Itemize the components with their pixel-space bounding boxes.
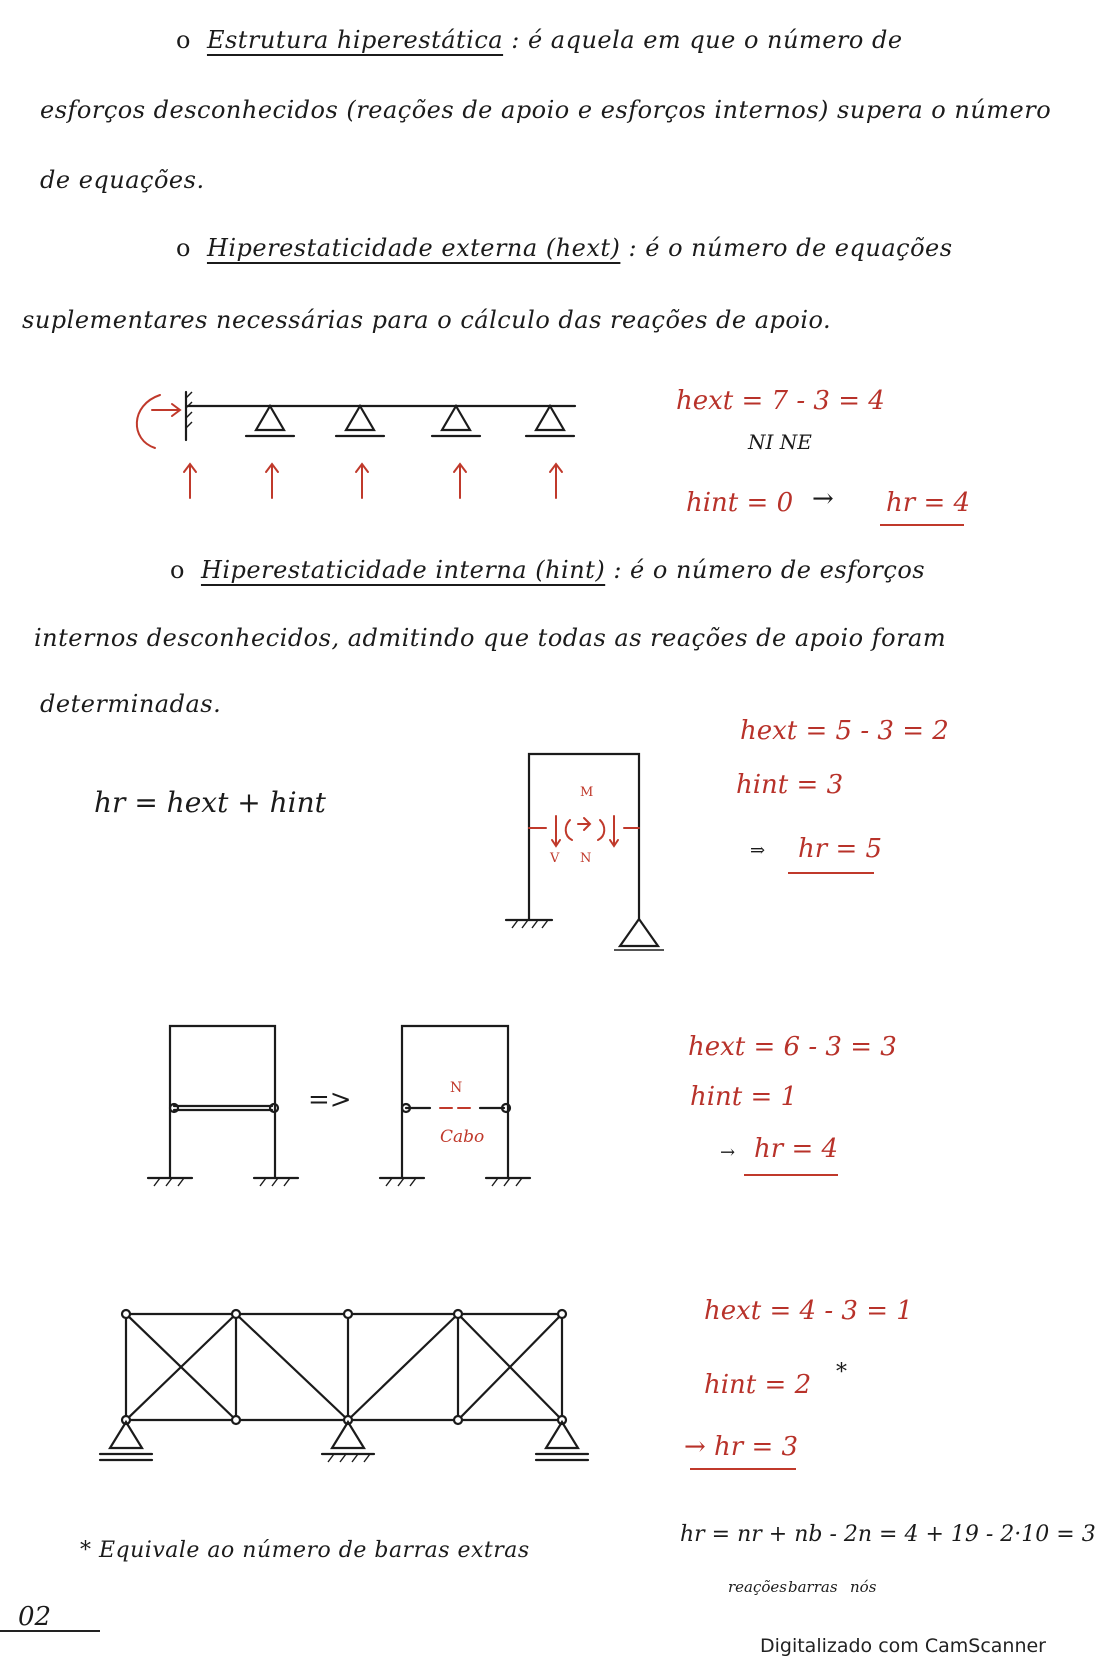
label-n: N (450, 1080, 463, 1096)
definition-hyperstatic-line2: esforços desconhecidos (reações de apoio e esforços internos) supera o número (40, 96, 1052, 124)
example1-arrow: → (812, 484, 834, 514)
moment-arrow (137, 395, 160, 448)
example2-hint: hint = 3 (736, 770, 844, 800)
pin-support (246, 406, 574, 436)
definition-text: : é aquela em que o número de (511, 26, 903, 54)
underline (690, 1468, 796, 1470)
definition-text: : é o número de esforços (613, 556, 926, 584)
truss-members (126, 1314, 562, 1420)
scanner-footer: Digitalizado com CamScanner (759, 1635, 1046, 1657)
bullet: o (176, 26, 191, 54)
page-number: 02 (18, 1602, 52, 1632)
cable-label: Cabo (440, 1127, 485, 1147)
definition-hyperstatic-line3: de equações. (40, 166, 205, 194)
example1-hr: hr = 4 (886, 488, 971, 518)
subscript-nodes: nós (850, 1578, 877, 1596)
definition-hyperstatic-line1 (176, 26, 903, 54)
truss-diagram (96, 1300, 616, 1480)
definition-internal-line1 (170, 556, 925, 584)
example2-hext: hext = 5 - 3 = 2 (740, 716, 949, 746)
bullet: o (176, 234, 191, 262)
continuous-beam-diagram (120, 380, 600, 510)
example4-hint: hint = 2 (704, 1370, 812, 1400)
example4-hr: → hr = 3 (684, 1432, 799, 1462)
underline (788, 872, 874, 874)
underline (880, 524, 964, 526)
definition-internal-line3: determinadas. (40, 690, 222, 718)
reaction-arrows (184, 464, 562, 498)
frame-with-cable-diagram (140, 1018, 540, 1198)
reaction-arrow (152, 404, 180, 416)
label-n: N (580, 851, 592, 866)
example3-hr: hr = 4 (754, 1134, 839, 1164)
example1-labels: NI NE (748, 430, 812, 454)
subscript-bars: barras (788, 1578, 838, 1596)
term-internal: Hiperestaticidade interna (hint) (200, 556, 606, 584)
internal-force-arrows (529, 816, 639, 846)
example3-hint: hint = 1 (690, 1082, 798, 1112)
definition-internal-line2: internos desconhecidos, admitindo que todas as reações de apoio foram (34, 624, 947, 652)
underline (744, 1174, 838, 1176)
label-v: V (550, 851, 560, 866)
term-external: Hiperestaticidade externa (hext) (206, 234, 621, 262)
subscript-reactions: reações (728, 1578, 787, 1596)
pin-support (620, 919, 658, 946)
formula-hr: hr = hext + hint (94, 786, 326, 819)
closed-frame-diagram (494, 744, 694, 954)
frame (529, 754, 639, 919)
example1-hext: hext = 7 - 3 = 4 (676, 386, 885, 416)
example2-arrow: ⇒ (750, 840, 766, 861)
definition-external-line2: suplementares necessárias para o cálculo das reações de apoio. (22, 306, 832, 334)
footnote: * Equivale ao número de barras extras (80, 1538, 530, 1563)
definition-external-line1 (176, 234, 953, 262)
page-number-underline (0, 1630, 100, 1632)
example2-hr: hr = 5 (798, 834, 883, 864)
example4-star: * (836, 1360, 847, 1385)
example1-hint: hint = 0 (686, 488, 794, 518)
implies-arrow: => (308, 1085, 352, 1115)
example3-arrow: → (720, 1142, 736, 1163)
ground-hatch (328, 1454, 370, 1462)
truss-formula: hr = nr + nb - 2n = 4 + 19 - 2·10 = 3 (680, 1522, 1096, 1547)
example3-hext: hext = 6 - 3 = 3 (688, 1032, 897, 1062)
example4-hext: hext = 4 - 3 = 1 (704, 1296, 913, 1326)
term-hyperstatic: Estrutura hiperestática (206, 26, 504, 54)
bullet: o (170, 556, 185, 584)
definition-text: : é o número de equações (628, 234, 953, 262)
pin-supports (100, 1422, 588, 1460)
label-m: M (580, 785, 594, 800)
truss-nodes (122, 1310, 566, 1424)
